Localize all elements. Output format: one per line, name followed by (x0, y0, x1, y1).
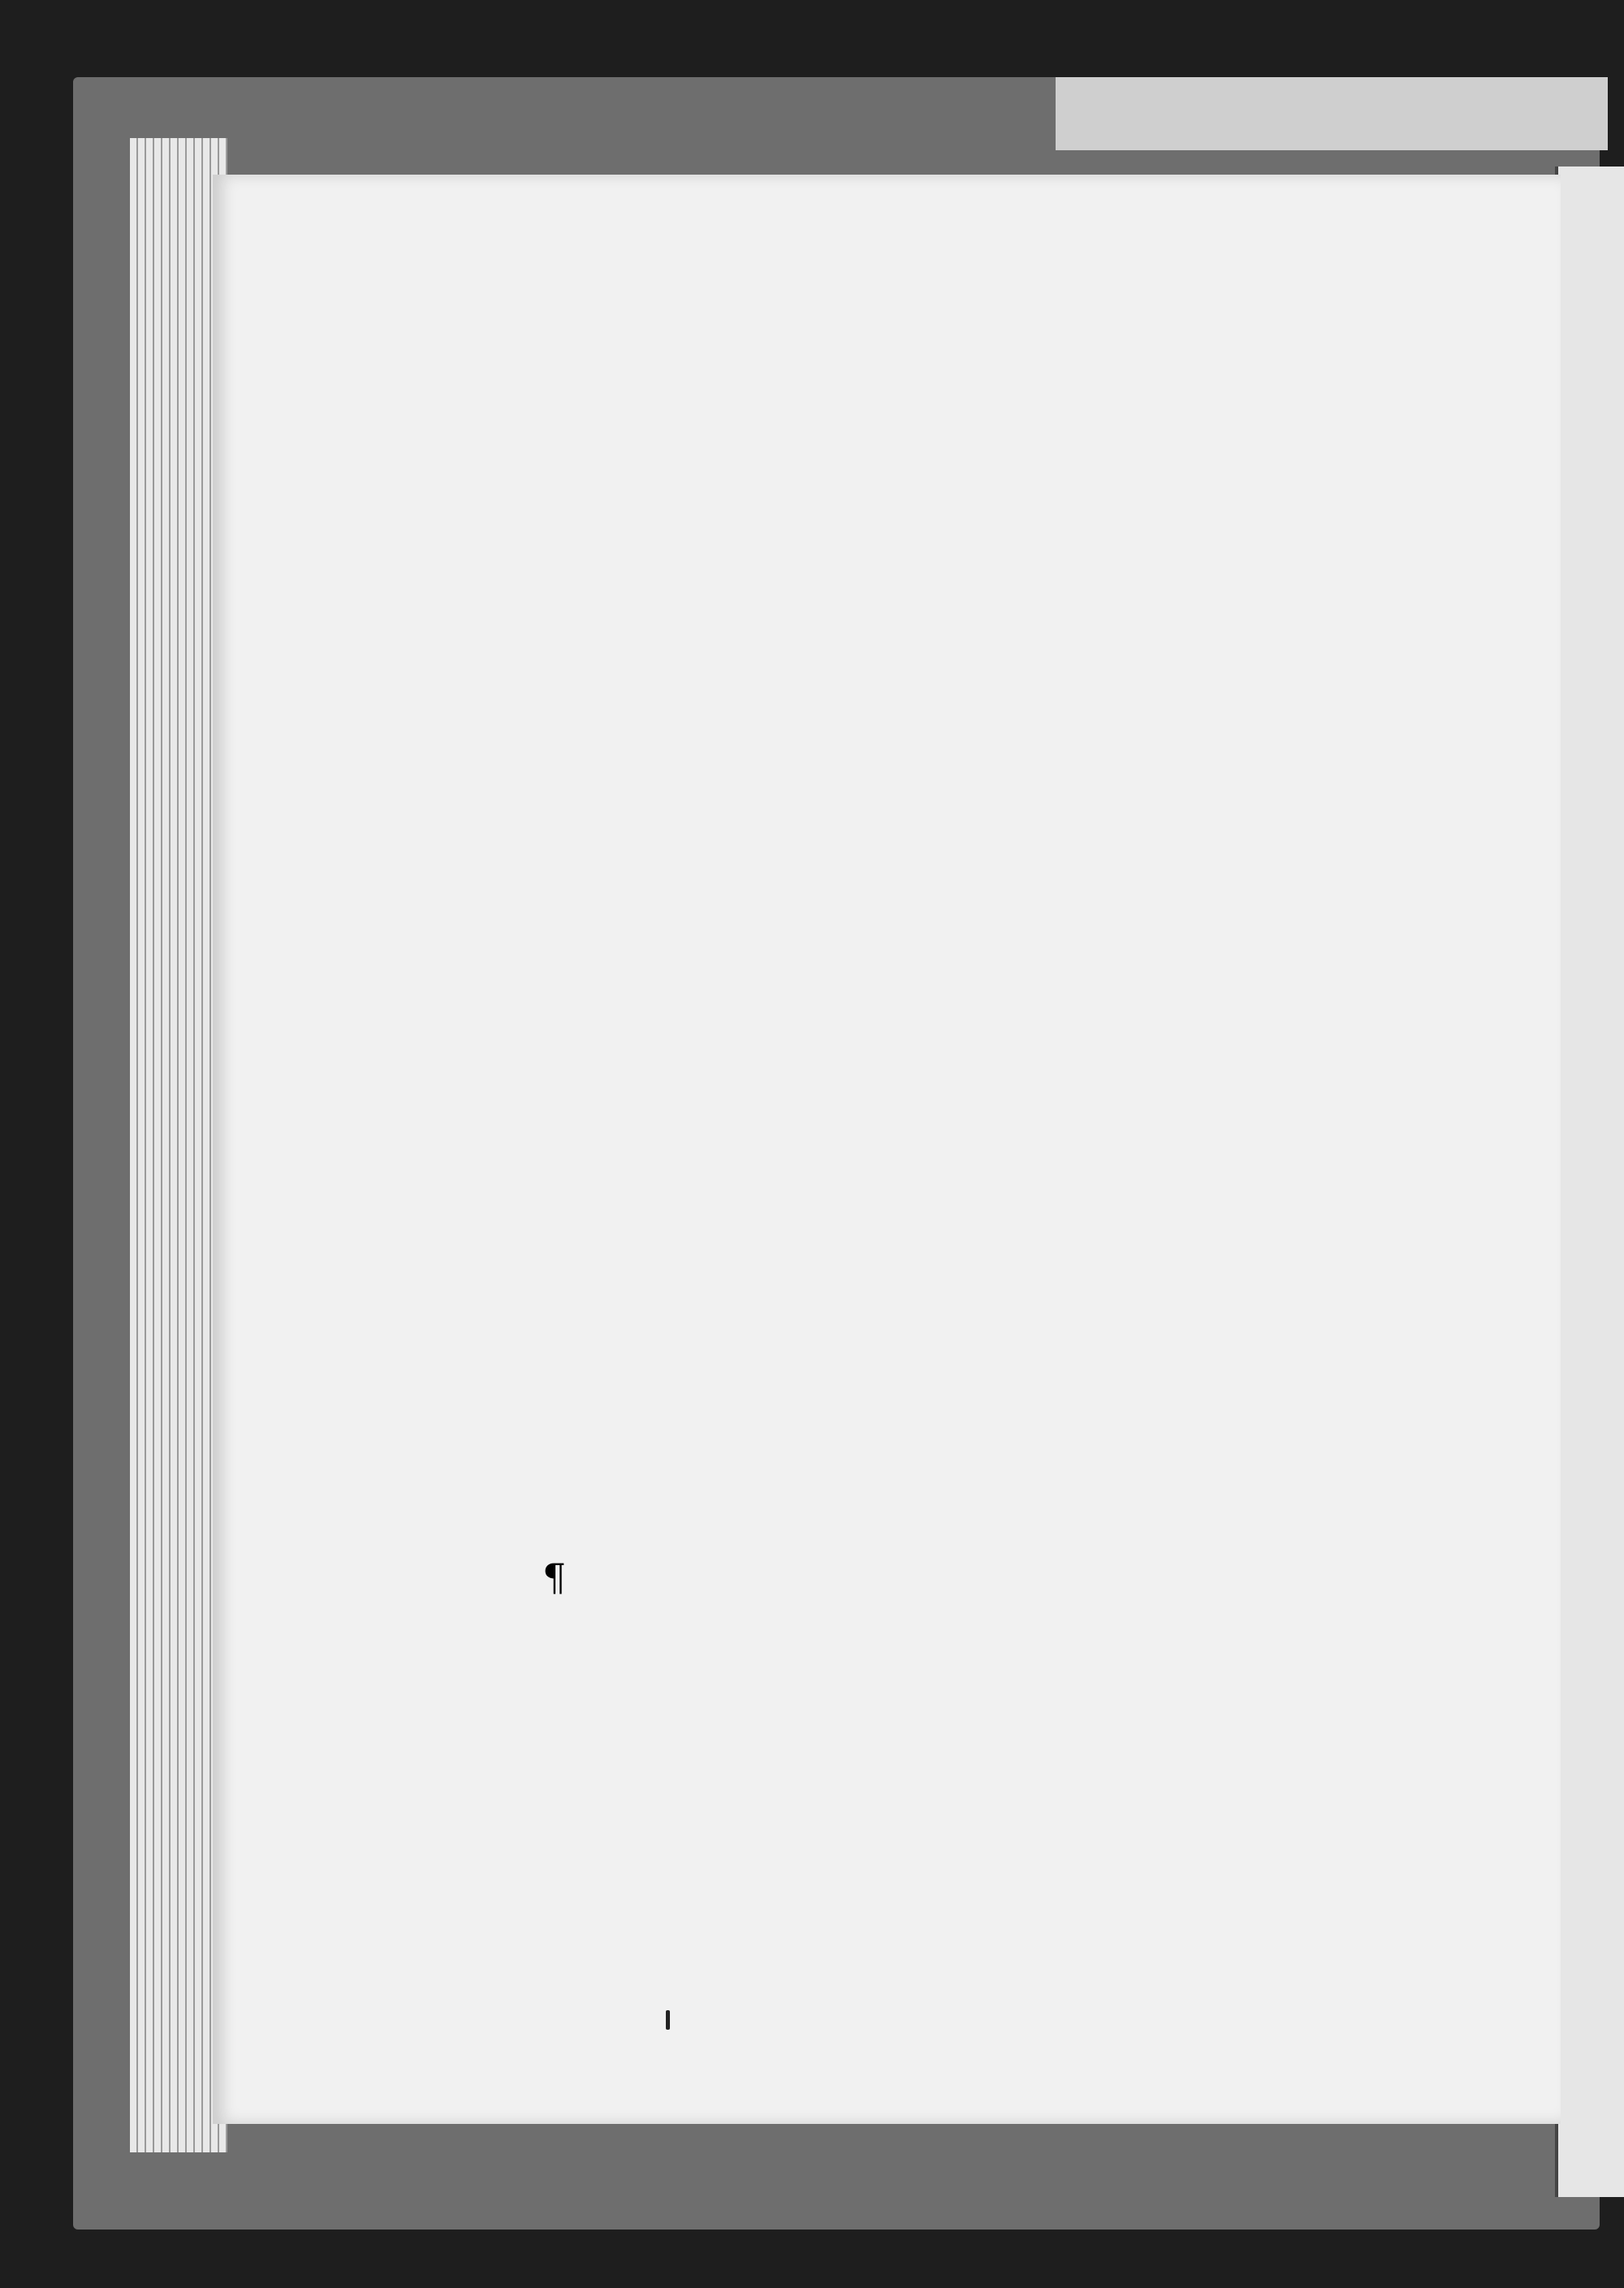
book-page (213, 175, 1561, 2124)
chapter-title: ¶ (542, 1555, 567, 1599)
cover-edge-strip (1056, 77, 1608, 150)
chapter-heading (542, 1553, 1406, 1602)
facing-page-edge (1555, 167, 1624, 2197)
ink-speck (666, 2010, 670, 2030)
